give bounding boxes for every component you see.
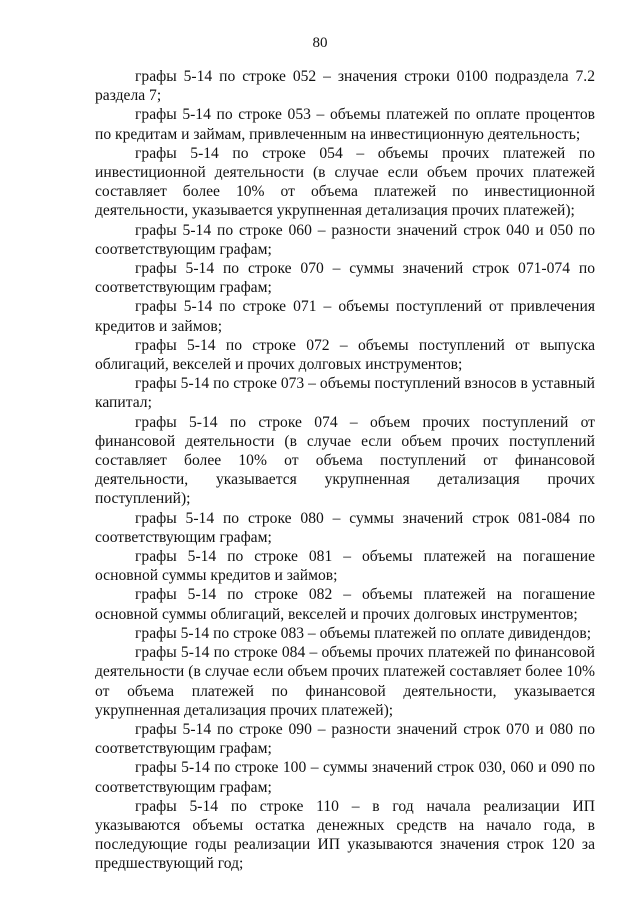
paragraph: графы 5-14 по строке 074 – объем прочих поступлений от финансовой деятельности (в случае если объем прочих поступлений составляет более 10% от объема поступлений от финансовой деятельности, указывается укрупненная детализация прочих поступлений); <box>95 413 595 508</box>
paragraph: графы 5-14 по строке 081 – объемы платежей на погашение основной суммы кредитов и займов; <box>95 548 595 585</box>
paragraph: графы 5-14 по строке 071 – объемы поступлений от привлечения кредитов и займов; <box>95 298 595 335</box>
paragraph: графы 5-14 по строке 054 – объемы прочих платежей по инвестиционной деятельности (в случае если объем прочих платежей составляет более 10% от объема платежей по инвестиционной деятельности, указывается укрупненная детализация прочих платежей); <box>95 144 595 220</box>
paragraph: графы 5-14 по строке 060 – разности значений строк 040 и 050 по соответствующим графам; <box>95 221 595 258</box>
paragraph: графы 5-14 по строке 090 – разности значений строк 070 и 080 по соответствующим графам; <box>95 720 595 758</box>
paragraph: графы 5-14 по строке 082 – объемы платежей на погашение основной суммы облигаций, векселей и прочих долговых инструментов; <box>95 586 595 623</box>
paragraph: графы 5-14 по строке 080 – суммы значений строк 081-084 по соответствующим графам; <box>95 509 595 546</box>
paragraph: графы 5-14 по строке 083 – объемы платежей по оплате дивидендов; <box>135 624 592 642</box>
paragraph: графы 5-14 по строке 100 – суммы значений строк 030, 060 и 090 по соответствующим графам; <box>95 759 595 796</box>
page-number: 80 <box>312 35 328 51</box>
paragraph: графы 5-14 по строке 072 – объемы поступлений от выпуска облигаций, векселей и прочих долговых инструментов; <box>95 336 595 374</box>
paragraph: графы 5-14 по строке 070 – суммы значений строк 071-074 по соответствующим графам; <box>95 260 595 297</box>
document-body <box>95 67 595 874</box>
paragraph: графы 5-14 по строке 053 – объемы платежей по оплате процентов по кредитам и займам, привлеченным на инвестиционную деятельность; <box>95 106 595 143</box>
paragraph: графы 5-14 по строке 110 – в год начала реализации ИП указываются объемы остатка денежных средств на начало года, в последующие годы реализации ИП указываются значения строк 120 за предшествующий год; <box>95 797 595 873</box>
paragraph: графы 5-14 по строке 073 – объемы поступлений взносов в уставный капитал; <box>95 375 595 412</box>
paragraph: графы 5-14 по строке 084 – объемы прочих платежей по финансовой деятельности (в случае если объем прочих платежей составляет более 10% от объема платежей по финансовой деятельности, указывается укрупненная детализация прочих платежей); <box>95 644 595 719</box>
paragraph: графы 5-14 по строке 052 – значения строки 0100 подраздела 7.2 раздела 7; <box>95 68 595 105</box>
